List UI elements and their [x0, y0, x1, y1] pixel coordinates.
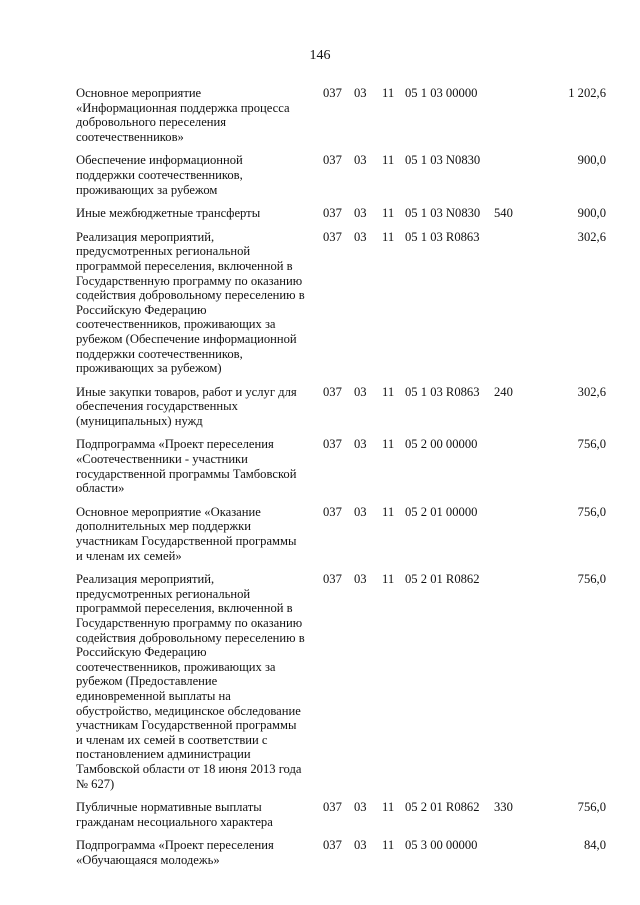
target-article-code: 05 1 03 R0863: [405, 229, 480, 244]
grbs-code: 037: [323, 384, 342, 399]
row-description: Основное мероприятие «Информационная поддержка процесса добровольного переселения соотечественников»: [76, 86, 290, 144]
row-description: Основное мероприятие «Оказание дополнительных мер поддержки участникам Государственной программы и членам их семей»: [76, 504, 297, 563]
section-code: 03: [354, 153, 367, 168]
subsection-code: 11: [382, 229, 395, 244]
target-article-code: 05 1 03 00000: [405, 86, 478, 100]
table-row: [76, 385, 606, 429]
subsection-code: 11: [382, 572, 395, 587]
target-article-code: 05 1 03 N0830: [405, 153, 481, 168]
target-article-code: 05 1 03 N0830: [405, 206, 481, 221]
target-article-code: 05 2 01 R0862: [405, 572, 480, 587]
grbs-code: 037: [323, 153, 342, 168]
section-code: 03: [354, 384, 367, 399]
row-description: Реализация мероприятий, предусмотренных региональной программой переселения, включенной в Государственную программу по оказанию содействия добровольному переселению в Российскую Федерацию соотечественников, проживающих за рубежом (Обеспечение информационной поддержки соотечественников, проживающих за рубежом): [76, 229, 305, 376]
row-description: Иные закупки товаров, работ и услуг для обеспечения государственных (муниципальных) нужд: [76, 384, 297, 428]
row-description: Подпрограмма «Проект переселения «Обучающаяся молодежь»: [76, 838, 274, 867]
target-article-code: 05 2 01 R0862: [405, 800, 480, 815]
page-number: 146: [309, 48, 331, 63]
target-article-code: 05 2 01 00000: [405, 504, 478, 519]
amount: 900,0: [577, 153, 606, 168]
table-row: [76, 230, 606, 376]
target-article-code: 05 2 00 00000: [405, 437, 478, 452]
amount: 302,6: [577, 384, 606, 399]
section-code: 03: [354, 504, 367, 519]
table-row: [76, 838, 606, 867]
subsection-code: 11: [382, 86, 395, 100]
subsection-code: 11: [382, 437, 395, 452]
grbs-code: 037: [323, 572, 342, 587]
table-row: [76, 505, 606, 563]
amount: 302,6: [577, 229, 606, 244]
amount: 84,0: [583, 838, 606, 853]
amount: 900,0: [577, 206, 606, 221]
table-row: [76, 437, 606, 495]
grbs-code: 037: [323, 838, 342, 853]
table-row: [76, 86, 606, 144]
amount: 1 202,6: [568, 86, 606, 100]
grbs-code: 037: [323, 437, 342, 452]
section-code: 03: [354, 572, 367, 587]
grbs-code: 037: [323, 86, 342, 100]
subsection-code: 11: [382, 800, 395, 815]
table-row: [76, 206, 606, 221]
row-description: Обеспечение информационной поддержки соотечественников, проживающих за рубежом: [76, 153, 243, 197]
subsection-code: 11: [382, 384, 395, 399]
budget-table: [76, 86, 606, 877]
amount: 756,0: [577, 437, 606, 452]
subsection-code: 11: [382, 153, 395, 168]
subsection-code: 11: [382, 206, 395, 221]
amount: 756,0: [577, 800, 606, 815]
expense-type-code: 330: [494, 800, 513, 815]
table-row: [76, 800, 606, 829]
section-code: 03: [354, 838, 367, 853]
row-description: Публичные нормативные выплаты гражданам несоциального характера: [76, 800, 273, 829]
section-code: 03: [354, 206, 367, 221]
target-article-code: 05 1 03 R0863: [405, 384, 480, 399]
subsection-code: 11: [382, 504, 395, 519]
grbs-code: 037: [323, 206, 342, 221]
target-article-code: 05 3 00 00000: [405, 838, 478, 853]
grbs-code: 037: [323, 800, 342, 815]
amount: 756,0: [577, 572, 606, 587]
section-code: 03: [354, 86, 367, 100]
row-description: Подпрограмма «Проект переселения «Соотечественники - участники государственной программы Тамбовской области»: [76, 437, 297, 496]
table-row: [76, 572, 606, 791]
expense-type-code: 540: [494, 206, 513, 221]
section-code: 03: [354, 437, 367, 452]
amount: 756,0: [577, 504, 606, 519]
grbs-code: 037: [323, 504, 342, 519]
subsection-code: 11: [382, 838, 395, 853]
row-description: Реализация мероприятий, предусмотренных региональной программой переселения, включенной в Государственную программу по оказанию содействия добровольному переселению в Российскую Федерацию соотечественников, проживающих за рубежом (Предоставление единовременной выплаты на обустройство, медицинское обследование участникам Государственной программы и членам их семей в соответствии с постановлением администрации Тамбовской области от 18 июня 2013 года № 627): [76, 572, 305, 791]
section-code: 03: [354, 800, 367, 815]
row-description: Иные межбюджетные трансферты: [76, 206, 261, 221]
section-code: 03: [354, 229, 367, 244]
grbs-code: 037: [323, 229, 342, 244]
expense-type-code: 240: [494, 384, 513, 399]
table-row: [76, 153, 606, 197]
